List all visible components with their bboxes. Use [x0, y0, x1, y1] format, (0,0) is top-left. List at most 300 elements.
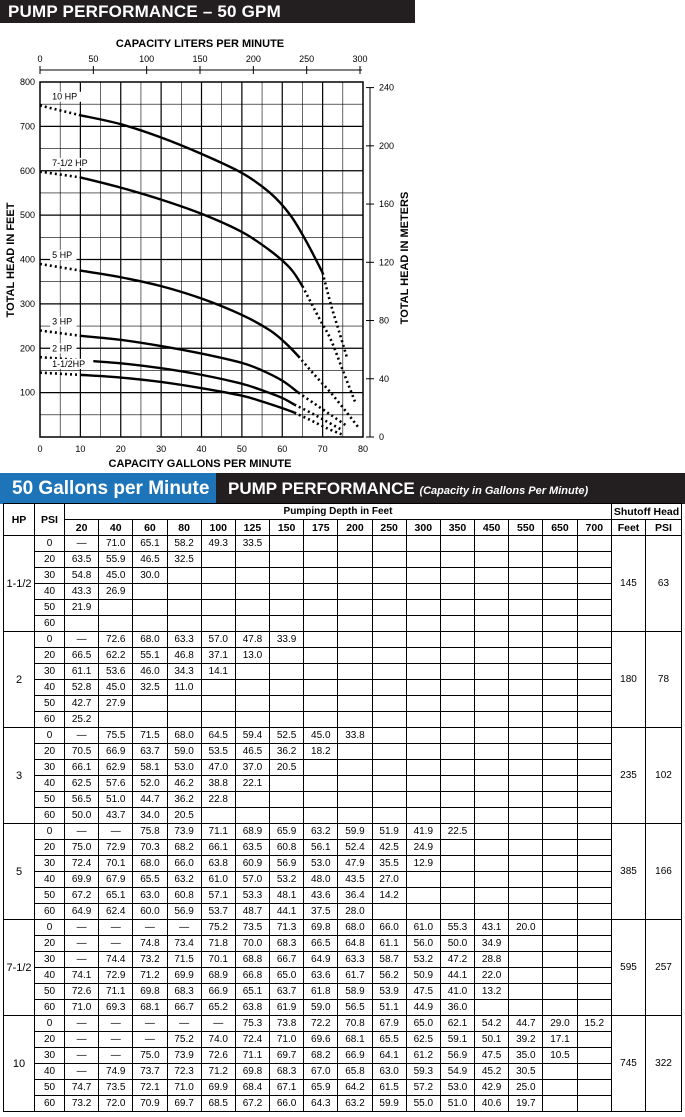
capacity-cell [577, 872, 611, 888]
table-row [4, 920, 682, 936]
capacity-cell: 71.1 [99, 984, 133, 1000]
capacity-cell: 53.0 [440, 1080, 474, 1096]
capacity-cell [509, 872, 543, 888]
capacity-cell [509, 840, 543, 856]
capacity-cell [201, 712, 235, 728]
capacity-cell [475, 824, 509, 840]
capacity-cell: 52.4 [338, 840, 372, 856]
capacity-cell: — [99, 1016, 133, 1032]
shutoff-psi-cell: 102 [645, 728, 681, 824]
capacity-cell [509, 1000, 543, 1016]
y-tick-label: 100 [19, 387, 35, 398]
capacity-cell: 62.2 [99, 648, 133, 664]
capacity-cell: 63.8 [235, 1000, 269, 1016]
capacity-cell: 22.0 [475, 968, 509, 984]
capacity-cell: 50.1 [475, 1032, 509, 1048]
capacity-cell: 68.4 [235, 1080, 269, 1096]
capacity-cell [509, 904, 543, 920]
table-row [4, 680, 682, 696]
capacity-cell [270, 776, 304, 792]
x-tick-label: 10 [75, 444, 86, 454]
capacity-cell: 42.5 [372, 840, 406, 856]
table-row [4, 1096, 682, 1112]
capacity-cell: 75.2 [167, 1032, 201, 1048]
x-tick-label: 70 [317, 444, 328, 454]
y-tick-label: 400 [19, 254, 35, 265]
capacity-cell: 65.1 [235, 984, 269, 1000]
series-label: 3 HP [52, 316, 73, 327]
capacity-cell: — [167, 1016, 201, 1032]
capacity-cell: 54.2 [475, 1016, 509, 1032]
capacity-cell [235, 568, 269, 584]
capacity-cell: 46.5 [133, 552, 167, 568]
capacity-cell: 44.9 [406, 1000, 440, 1016]
capacity-cell [543, 632, 577, 648]
capacity-cell [440, 600, 474, 616]
table-row [4, 936, 682, 952]
capacity-cell [304, 808, 338, 824]
depth-header: 175 [304, 520, 338, 536]
capacity-cell [99, 616, 133, 632]
right-axis-label: TOTAL HEAD IN METERS [399, 191, 411, 325]
capacity-cell: 44.7 [133, 792, 167, 808]
capacity-cell: 60.0 [133, 904, 167, 920]
capacity-cell: 30.5 [509, 1064, 543, 1080]
capacity-cell [440, 552, 474, 568]
capacity-cell [577, 1096, 611, 1112]
capacity-cell [406, 760, 440, 776]
table-row [4, 648, 682, 664]
capacity-cell [543, 776, 577, 792]
table-row [4, 584, 682, 600]
capacity-cell [440, 632, 474, 648]
capacity-cell: 73.9 [167, 1048, 201, 1064]
capacity-cell [543, 728, 577, 744]
capacity-cell: 71.0 [167, 1080, 201, 1096]
capacity-cell: 72.2 [304, 1016, 338, 1032]
capacity-cell [475, 632, 509, 648]
gpm-banner: 50 Gallons per Minute [0, 473, 216, 504]
capacity-cell: 50.0 [440, 936, 474, 952]
capacity-cell [577, 936, 611, 952]
capacity-cell: — [65, 536, 99, 552]
capacity-cell: 66.5 [65, 648, 99, 664]
capacity-cell [304, 696, 338, 712]
capacity-cell: 57.0 [235, 872, 269, 888]
table-row [4, 536, 682, 552]
capacity-cell [372, 760, 406, 776]
capacity-cell: 58.2 [167, 536, 201, 552]
table-row [4, 888, 682, 904]
capacity-cell [577, 552, 611, 568]
right-tick-label: 40 [379, 373, 390, 384]
capacity-cell [235, 712, 269, 728]
capacity-cell: 71.1 [201, 824, 235, 840]
capacity-cell: 66.7 [270, 952, 304, 968]
capacity-cell: — [65, 920, 99, 936]
capacity-cell [167, 600, 201, 616]
psi-cell: 60 [35, 1000, 65, 1016]
depth-header: 650 [543, 520, 577, 536]
capacity-cell [577, 1032, 611, 1048]
capacity-cell [372, 568, 406, 584]
capacity-cell [543, 584, 577, 600]
capacity-cell: 57.1 [201, 888, 235, 904]
capacity-cell [543, 968, 577, 984]
capacity-cell [543, 664, 577, 680]
capacity-cell: 66.8 [235, 968, 269, 984]
capacity-cell [440, 872, 474, 888]
capacity-cell: 62.9 [99, 760, 133, 776]
psi-cell: 50 [35, 888, 65, 904]
capacity-cell [440, 840, 474, 856]
capacity-cell [543, 744, 577, 760]
psi-cell: 50 [35, 600, 65, 616]
capacity-cell [440, 904, 474, 920]
capacity-cell [201, 696, 235, 712]
capacity-cell: 53.5 [201, 744, 235, 760]
capacity-cell: — [133, 1032, 167, 1048]
capacity-cell [372, 536, 406, 552]
capacity-cell [304, 712, 338, 728]
capacity-cell: — [99, 920, 133, 936]
capacity-cell [475, 1000, 509, 1016]
capacity-cell: 73.2 [133, 952, 167, 968]
capacity-cell: 68.1 [338, 1032, 372, 1048]
y-tick-label: 300 [19, 298, 35, 309]
capacity-cell: 56.9 [270, 856, 304, 872]
x-tick-label: 40 [196, 444, 207, 454]
capacity-cell [577, 1064, 611, 1080]
capacity-cell [338, 648, 372, 664]
capacity-cell: 73.4 [167, 936, 201, 952]
capacity-cell [475, 776, 509, 792]
capacity-cell: 63.2 [167, 872, 201, 888]
capacity-cell: 55.3 [440, 920, 474, 936]
capacity-cell: 43.1 [475, 920, 509, 936]
capacity-cell [475, 552, 509, 568]
capacity-cell: — [65, 728, 99, 744]
capacity-cell: 66.9 [99, 744, 133, 760]
capacity-cell [167, 584, 201, 600]
capacity-cell: 72.1 [133, 1080, 167, 1096]
capacity-cell [509, 696, 543, 712]
capacity-cell [509, 568, 543, 584]
capacity-cell: 34.0 [133, 808, 167, 824]
capacity-cell [406, 904, 440, 920]
capacity-cell: — [65, 1048, 99, 1064]
table-row [4, 872, 682, 888]
capacity-cell [270, 568, 304, 584]
capacity-cell [372, 792, 406, 808]
capacity-cell: 71.1 [235, 1048, 269, 1064]
capacity-cell [338, 632, 372, 648]
capacity-cell [543, 840, 577, 856]
capacity-cell: 20.0 [509, 920, 543, 936]
capacity-cell [235, 680, 269, 696]
capacity-cell: 19.7 [509, 1096, 543, 1112]
table-row [4, 840, 682, 856]
capacity-cell: 66.5 [304, 936, 338, 952]
capacity-cell [475, 904, 509, 920]
capacity-cell [338, 744, 372, 760]
capacity-cell: 66.9 [338, 1048, 372, 1064]
capacity-cell: 29.0 [543, 1016, 577, 1032]
capacity-cell: 65.1 [133, 536, 167, 552]
capacity-cell [338, 584, 372, 600]
capacity-cell [543, 920, 577, 936]
capacity-cell [543, 1000, 577, 1016]
capacity-cell: 75.8 [133, 824, 167, 840]
capacity-cell [270, 584, 304, 600]
y-tick-label: 200 [19, 343, 35, 354]
capacity-cell [509, 616, 543, 632]
capacity-cell [577, 728, 611, 744]
capacity-cell: 71.0 [270, 1032, 304, 1048]
capacity-cell: 69.3 [99, 1000, 133, 1016]
capacity-cell [577, 632, 611, 648]
capacity-cell: 73.7 [133, 1064, 167, 1080]
capacity-cell: 68.2 [167, 840, 201, 856]
capacity-cell: — [167, 920, 201, 936]
capacity-cell [270, 536, 304, 552]
capacity-cell: 68.0 [133, 856, 167, 872]
capacity-cell [372, 744, 406, 760]
capacity-cell: — [65, 1064, 99, 1080]
capacity-cell: 61.0 [406, 920, 440, 936]
capacity-cell: 71.5 [167, 952, 201, 968]
capacity-cell: 62.4 [99, 904, 133, 920]
shutoff-feet-cell: 180 [611, 632, 645, 728]
capacity-cell [543, 648, 577, 664]
capacity-cell [235, 584, 269, 600]
capacity-cell: 22.1 [235, 776, 269, 792]
psi-cell: 0 [35, 920, 65, 936]
capacity-cell [338, 792, 372, 808]
capacity-cell [577, 776, 611, 792]
capacity-cell [406, 872, 440, 888]
capacity-cell: 63.5 [235, 840, 269, 856]
capacity-cell: 63.3 [338, 952, 372, 968]
capacity-cell [372, 616, 406, 632]
capacity-cell [577, 744, 611, 760]
y-tick-label: 800 [19, 77, 35, 87]
capacity-cell [99, 600, 133, 616]
capacity-cell [543, 1096, 577, 1112]
capacity-cell: 46.8 [167, 648, 201, 664]
capacity-cell: 66.0 [167, 856, 201, 872]
pump-curve-chart [0, 0, 685, 472]
capacity-cell: 59.9 [338, 824, 372, 840]
capacity-cell [304, 600, 338, 616]
capacity-cell: 69.8 [133, 984, 167, 1000]
capacity-cell [133, 696, 167, 712]
capacity-cell [475, 616, 509, 632]
capacity-cell [338, 600, 372, 616]
psi-cell: 20 [35, 1032, 65, 1048]
capacity-cell: 63.0 [372, 1064, 406, 1080]
table-row [4, 776, 682, 792]
capacity-cell [440, 712, 474, 728]
capacity-cell: 38.8 [201, 776, 235, 792]
hp-cell: 3 [4, 728, 35, 824]
capacity-cell [304, 568, 338, 584]
capacity-cell [509, 792, 543, 808]
psi-header: PSI [35, 504, 65, 536]
capacity-cell [577, 600, 611, 616]
capacity-cell: 63.2 [304, 824, 338, 840]
capacity-cell [577, 808, 611, 824]
capacity-cell: 68.0 [133, 632, 167, 648]
capacity-cell [270, 648, 304, 664]
capacity-cell: 37.1 [201, 648, 235, 664]
capacity-cell: 52.8 [65, 680, 99, 696]
psi-cell: 20 [35, 936, 65, 952]
capacity-cell [270, 664, 304, 680]
psi-cell: 40 [35, 1064, 65, 1080]
psi-cell: 40 [35, 584, 65, 600]
capacity-cell: 59.0 [167, 744, 201, 760]
depth-header: 300 [406, 520, 440, 536]
capacity-cell [475, 744, 509, 760]
capacity-cell: 11.0 [167, 680, 201, 696]
capacity-cell [475, 792, 509, 808]
capacity-cell: 13.0 [235, 648, 269, 664]
capacity-cell [440, 696, 474, 712]
table-row [4, 952, 682, 968]
capacity-cell: 42.9 [475, 1080, 509, 1096]
capacity-cell [509, 808, 543, 824]
capacity-cell [543, 536, 577, 552]
depth-header: 700 [577, 520, 611, 536]
capacity-cell [235, 696, 269, 712]
capacity-cell [475, 856, 509, 872]
capacity-cell: 61.2 [406, 1048, 440, 1064]
psi-cell: 30 [35, 856, 65, 872]
capacity-cell [406, 728, 440, 744]
capacity-cell [406, 616, 440, 632]
capacity-cell: 60.9 [235, 856, 269, 872]
capacity-cell: 69.9 [201, 1080, 235, 1096]
capacity-cell: 74.7 [65, 1080, 99, 1096]
capacity-cell: 71.0 [99, 536, 133, 552]
capacity-cell [475, 728, 509, 744]
capacity-cell [577, 888, 611, 904]
capacity-cell [235, 600, 269, 616]
capacity-cell [304, 760, 338, 776]
capacity-cell: 75.3 [235, 1016, 269, 1032]
capacity-cell [509, 760, 543, 776]
capacity-cell: 40.6 [475, 1096, 509, 1112]
capacity-cell: 67.0 [304, 1064, 338, 1080]
capacity-cell [99, 712, 133, 728]
table-row [4, 632, 682, 648]
capacity-cell: 58.1 [133, 760, 167, 776]
capacity-cell: 63.6 [304, 968, 338, 984]
table-row [4, 744, 682, 760]
capacity-cell: 47.5 [406, 984, 440, 1000]
capacity-cell: 68.9 [235, 824, 269, 840]
capacity-cell [406, 680, 440, 696]
capacity-cell [509, 600, 543, 616]
capacity-cell: 69.7 [167, 1096, 201, 1112]
capacity-cell: 43.6 [304, 888, 338, 904]
capacity-cell: 73.9 [167, 824, 201, 840]
capacity-cell [577, 840, 611, 856]
capacity-cell: 69.6 [304, 1032, 338, 1048]
capacity-cell [577, 536, 611, 552]
capacity-cell: 49.3 [201, 536, 235, 552]
x-tick-label: 30 [156, 444, 167, 454]
capacity-cell: 56.5 [338, 1000, 372, 1016]
capacity-cell: 72.4 [235, 1032, 269, 1048]
depth-header: 200 [338, 520, 372, 536]
capacity-cell [372, 904, 406, 920]
capacity-cell: 58.7 [372, 952, 406, 968]
capacity-cell [304, 792, 338, 808]
right-tick-label: 0 [379, 432, 385, 442]
series-label: 7-1/2 HP [52, 157, 88, 168]
capacity-cell: 43.3 [65, 584, 99, 600]
capacity-cell: 72.9 [99, 840, 133, 856]
capacity-cell: 34.9 [475, 936, 509, 952]
table-row [4, 856, 682, 872]
capacity-cell: — [99, 824, 133, 840]
capacity-cell: 53.6 [99, 664, 133, 680]
capacity-cell: 71.3 [270, 920, 304, 936]
capacity-cell [201, 584, 235, 600]
capacity-cell: 51.0 [99, 792, 133, 808]
series-label: 2 HP [52, 343, 73, 354]
table-row [4, 712, 682, 728]
capacity-cell: 63.7 [270, 984, 304, 1000]
capacity-cell: 71.0 [65, 1000, 99, 1016]
capacity-cell [475, 696, 509, 712]
capacity-cell [440, 584, 474, 600]
capacity-cell: 65.9 [304, 1080, 338, 1096]
capacity-cell: 68.0 [167, 728, 201, 744]
capacity-cell [577, 952, 611, 968]
capacity-cell [543, 552, 577, 568]
capacity-cell [509, 984, 543, 1000]
y-tick-label: 600 [19, 165, 35, 176]
capacity-cell: 67.9 [372, 1016, 406, 1032]
capacity-cell: 61.0 [201, 872, 235, 888]
capacity-cell: 36.2 [167, 792, 201, 808]
series-label: 5 HP [52, 250, 73, 261]
capacity-cell [235, 552, 269, 568]
capacity-cell: 59.4 [235, 728, 269, 744]
table-row [4, 1000, 682, 1016]
capacity-cell: 45.0 [99, 680, 133, 696]
capacity-cell [509, 664, 543, 680]
capacity-cell: 21.9 [65, 600, 99, 616]
capacity-cell: 22.5 [440, 824, 474, 840]
capacity-cell [372, 600, 406, 616]
capacity-cell: 72.4 [65, 856, 99, 872]
capacity-cell [338, 664, 372, 680]
page-title: PUMP PERFORMANCE – 50 GPM [0, 0, 415, 23]
shutoff-feet-cell: 145 [611, 536, 645, 632]
psi-cell: 60 [35, 616, 65, 632]
table-row [4, 824, 682, 840]
capacity-cell [577, 1000, 611, 1016]
capacity-cell [304, 664, 338, 680]
capacity-cell [133, 584, 167, 600]
capacity-cell [543, 856, 577, 872]
depth-header: 125 [235, 520, 269, 536]
capacity-cell [133, 616, 167, 632]
